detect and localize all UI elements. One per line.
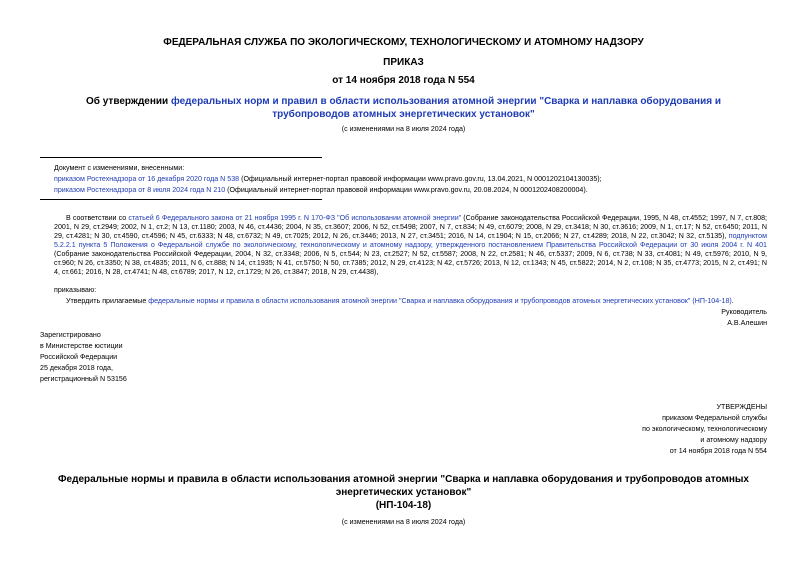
signature-role: Руководитель: [721, 308, 767, 316]
norms-revision-note: (с изменениями на 8 июля 2024 года): [341, 518, 466, 526]
preamble-paragraph: [54, 214, 767, 277]
doc-title-prefix: Об утверждении: [86, 96, 171, 107]
orders-word: приказываю:: [54, 286, 97, 294]
approved-line: приказом Федеральной службы: [662, 414, 767, 422]
change-link[interactable]: приказом Ростехнадзора от 16 декабря 2020 года N 538: [54, 175, 240, 183]
registration-line: Российской Федерации: [40, 353, 118, 361]
approved-line: УТВЕРЖДЕНЫ: [716, 403, 767, 411]
doc-date-number: от 14 ноября 2018 года N 554: [332, 75, 475, 86]
changes-top-divider: [40, 157, 322, 158]
registration-block: [40, 331, 300, 386]
preamble-text: (Собрание законодательства Российской Федерации, 1995, N 48, ст.4552; 1997, N 7, ст.808; 2001, N 29, ст.2949; 2002, N 1, ст.2; N 13, ст.1180; 2003, N 46, ст.4436; 2004, N 35, ст.3607; 2006, N 52, ст.5498; 2007, N 7, ст.834; N 49, ст.6079; 2008, N 29, ст.3418; N 30, ст.3616; 2009, N 1, ст.17; N 52, ст.6450; 2011, N 29, ст.4281; N 30, ст.4590, ст.4596; N 45, ст.6333; N 48, ст.6732; N 49, ст.7025; 2012, N 26, ст.3446; 2013, N 27, ст.3451; 2016, N 14, ст.1904; N 15, ст.2066; N 27, ст.4289; 2018, N 22, ст.3042; N 32, ст.5135),: [54, 214, 768, 240]
approved-line: и атомному надзору: [700, 436, 767, 444]
registration-line: в Министерстве юстиции: [40, 342, 123, 350]
changes-intro: Документ с изменениями, внесенными:: [54, 164, 185, 172]
preamble-text: В соответствии со: [66, 214, 129, 222]
approved-line: по экологическому, технологическому: [642, 425, 767, 433]
change-item: [54, 175, 774, 184]
doc-title: [60, 95, 747, 121]
law-link[interactable]: статьей 6 Федерального закона от 21 ноября 1995 г. N 170-ФЗ "Об использовании атомной энергии": [128, 214, 462, 222]
signature-name: А.В.Алешин: [727, 319, 767, 327]
approve-text: Утвердить прилагаемые: [66, 297, 149, 305]
approve-text: .: [731, 297, 734, 305]
registration-line: Зарегистрировано: [40, 331, 101, 339]
doc-type: ПРИКАЗ: [383, 57, 424, 68]
doc-title-link[interactable]: федеральных норм и правил в области использования атомной энергии "Сварка и наплавка оборудования и трубопроводов атомных энергетических установок": [170, 96, 721, 120]
change-source: (Официальный интернет-портал правовой информации www.pravo.gov.ru, 13.04.2021, N 0001202104130035);: [239, 175, 602, 183]
change-source: (Официальный интернет-портал правовой информации www.pravo.gov.ru, 20.08.2024, N 0001202408200004).: [225, 186, 588, 194]
norms-link[interactable]: федеральные нормы и правила в области использования атомной энергии "Сварка и наплавка оборудования и трубопроводов атомных энергетических установок" (НП-104-18): [148, 297, 732, 305]
change-item: [54, 186, 774, 195]
norms-code: (НП-104-18): [375, 500, 432, 511]
norms-title: Федеральные нормы и правила в области использования атомной энергии "Сварка и наплавка оборудования и трубопроводов атомных энергетических установок": [58, 474, 749, 498]
revision-note: (с изменениями на 8 июля 2024 года): [341, 125, 466, 133]
approved-block: [520, 403, 767, 458]
approve-paragraph: [54, 297, 767, 306]
approved-line: от 14 ноября 2018 года N 554: [669, 447, 767, 455]
registration-line: регистрационный N 53156: [40, 375, 127, 383]
agency-name: ФЕДЕРАЛЬНАЯ СЛУЖБА ПО ЭКОЛОГИЧЕСКОМУ, ТЕХНОЛОГИЧЕСКОМУ И АТОМНОМУ НАДЗОРУ: [163, 37, 644, 48]
changes-bottom-divider: [40, 199, 322, 200]
registration-line: 25 декабря 2018 года,: [40, 364, 113, 372]
regulation-link[interactable]: подпунктом 5.2.2.1 пункта 5 Положения о Федеральной службе по экологическому, технологическому и атомному надзору, утвержденного постановлением Правительства Российской Федерации от 30 июля 2004 г. N 401: [54, 232, 767, 249]
preamble-text: (Собрание законодательства Российской Федерации, 2004, N 32, ст.3348; 2006, N 5, ст.544; N 23, ст.2527; N 52, ст.5587; 2008, N 22, ст.2581; N 46, ст.5337; 2009, N 6, ст.738; N 33, ст.4081; N 49, ст.5976; 2010, N 9, ст.960; N 26, ст.3350; N 38, ст.4835; 2011, N 6, ст.888; N 14, ст.1935; N 41, ст.5750; N 50, ст.7385; 2012, N 29, ст.4123; N 42, ст.5726; 2013, N 12, ст.1343; N 45, ст.5822; 2014, N 2, ст.108; N 35, ст.4773; 2015, N 2, ст.491; N 4, ст.661; 2016, N 28, ст.4741; N 48, ст.6789; 2017, N 12, ст.1729; N 26, ст.3847; 2018, N 29, ст.4438),: [54, 250, 767, 276]
change-link[interactable]: приказом Ростехнадзора от 8 июля 2024 года N 210: [54, 186, 226, 194]
